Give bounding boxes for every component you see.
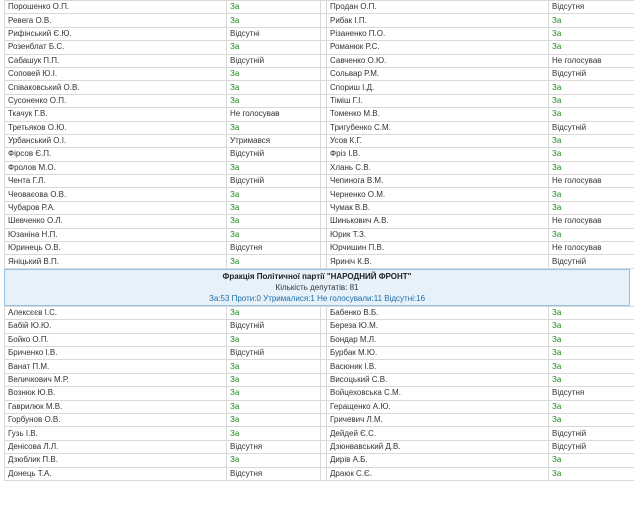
vote-result: Відсутня: [227, 242, 321, 255]
vote-result: За: [549, 373, 634, 386]
vote-result: За: [549, 400, 634, 413]
deputy-name: Юзаніна Н.П.: [5, 228, 227, 241]
deputy-name: Рибак І.П.: [327, 14, 549, 27]
vote-result: Відсутня: [227, 467, 321, 480]
vote-result: За: [549, 148, 634, 161]
vote-result: За: [227, 1, 321, 14]
deputy-name: Донець Т.А.: [5, 467, 227, 480]
vote-result: За: [227, 81, 321, 94]
vote-result: За: [549, 161, 634, 174]
vote-result: Відсутній: [549, 255, 634, 268]
table-row: [5, 121, 634, 134]
faction-stats: За:53 Проти:0 Утрималися:1 Не голосували:11 Відсутні:16: [208, 293, 426, 303]
table-row: [5, 346, 634, 359]
deputy-name: Береза Ю.М.: [327, 320, 549, 333]
vote-result: За: [227, 387, 321, 400]
vote-result: За: [549, 454, 634, 467]
vote-result: За: [549, 41, 634, 54]
deputy-name: Ванат П.М.: [5, 360, 227, 373]
vote-result: За: [549, 27, 634, 40]
vote-result: Не голосував: [549, 215, 634, 228]
vote-result: За: [227, 67, 321, 80]
deputy-name: Бабій Ю.Ю.: [5, 320, 227, 333]
vote-result: Не голосував: [227, 108, 321, 121]
deputy-name: Бойко О.П.: [5, 333, 227, 346]
vote-result: Відсутній: [549, 440, 634, 453]
deputy-name: Бондар М.Л.: [327, 333, 549, 346]
deputy-name: Різаненко П.О.: [327, 27, 549, 40]
vote-result: Відсутній: [227, 175, 321, 188]
vote-result: За: [227, 94, 321, 107]
deputy-name: Гаврилюк М.В.: [5, 400, 227, 413]
vote-result: За: [227, 161, 321, 174]
vote-result: За: [227, 201, 321, 214]
deputy-name: Юрчишин П.В.: [327, 242, 549, 255]
deputy-name: Ткачук Г.В.: [5, 108, 227, 121]
vote-result: За: [549, 94, 634, 107]
vote-result: За: [227, 373, 321, 386]
deputy-name: Величкович М.Р.: [5, 373, 227, 386]
vote-result: За: [549, 108, 634, 121]
vote-result: Відсутній: [227, 320, 321, 333]
deputy-name: Висоцький С.В.: [327, 373, 549, 386]
vote-result: За: [549, 14, 634, 27]
table-row: [5, 14, 634, 27]
deputy-name: Гричевич Л.М.: [327, 413, 549, 426]
deputy-name: Співаковський О.В.: [5, 81, 227, 94]
table-row: [5, 175, 634, 188]
table-row: [5, 242, 634, 255]
vote-result: За: [227, 228, 321, 241]
vote-result: За: [227, 427, 321, 440]
deputy-name: Яриніч К.В.: [327, 255, 549, 268]
vote-result: Не голосував: [549, 54, 634, 67]
table-row: [5, 440, 634, 453]
vote-table-bottom: [4, 306, 634, 481]
table-row: [5, 454, 634, 467]
deputy-name: Ревега О.В.: [5, 14, 227, 27]
deputy-name: Чепинога В.М.: [327, 175, 549, 188]
deputy-name: Шевченко О.Л.: [5, 215, 227, 228]
deputy-name: Томенко М.В.: [327, 108, 549, 121]
deputy-name: Соповей Ю.І.: [5, 67, 227, 80]
vote-result: За: [227, 400, 321, 413]
table-row: [5, 108, 634, 121]
deputy-name: Геращенко А.Ю.: [327, 400, 549, 413]
faction-header: [4, 269, 630, 306]
vote-result: Відсутній: [549, 67, 634, 80]
deputy-name: Фролов М.О.: [5, 161, 227, 174]
vote-result: Відсутній: [227, 346, 321, 359]
table-row: [5, 188, 634, 201]
deputy-name: Романюк Р.С.: [327, 41, 549, 54]
deputy-name: Яніцький В.П.: [5, 255, 227, 268]
vote-result: За: [227, 14, 321, 27]
vote-result: За: [549, 467, 634, 480]
table-row: [5, 387, 634, 400]
deputy-name: Сусоненко О.П.: [5, 94, 227, 107]
table-row: [5, 148, 634, 161]
vote-result: За: [549, 346, 634, 359]
deputy-name: Юринець О.В.: [5, 242, 227, 255]
deputy-name: Васюник І.В.: [327, 360, 549, 373]
table-row: [5, 306, 634, 319]
vote-result: За: [549, 81, 634, 94]
table-row: [5, 94, 634, 107]
deputy-name: Хлань С.В.: [327, 161, 549, 174]
deputy-name: Горбунов О.В.: [5, 413, 227, 426]
table-row: [5, 41, 634, 54]
table-row: [5, 27, 634, 40]
vote-result: За: [227, 360, 321, 373]
table-row: [5, 427, 634, 440]
deputy-name: Бриченко І.В.: [5, 346, 227, 359]
deputy-name: Сольвар Р.М.: [327, 67, 549, 80]
vote-result: За: [227, 255, 321, 268]
vote-result: За: [227, 413, 321, 426]
vote-result: За: [227, 333, 321, 346]
voting-results: [4, 0, 630, 481]
deputy-name: Чумак В.В.: [327, 201, 549, 214]
vote-result: За: [227, 215, 321, 228]
deputy-name: Драюк С.Є.: [327, 467, 549, 480]
table-row: [5, 81, 634, 94]
table-row: [5, 1, 634, 14]
deputy-name: Дзюнвавський Д.В.: [327, 440, 549, 453]
table-row: [5, 134, 634, 147]
deputy-name: Алексєєв І.С.: [5, 306, 227, 319]
vote-result: Не голосував: [549, 175, 634, 188]
vote-result: Відсутня: [227, 440, 321, 453]
table-row: [5, 467, 634, 480]
faction-title: Фракція Політичної партії "НАРОДНИЙ ФРОНТ": [222, 271, 412, 281]
deputy-name: Денісова Л.Л.: [5, 440, 227, 453]
deputy-name: Вознюк Ю.В.: [5, 387, 227, 400]
deputy-name: Спориш І.Д.: [327, 81, 549, 94]
vote-result: За: [549, 360, 634, 373]
deputy-name: Савченко О.Ю.: [327, 54, 549, 67]
table-row: [5, 373, 634, 386]
deputy-name: Сабашук П.П.: [5, 54, 227, 67]
faction-count: Кількість депутатів: 81: [275, 282, 359, 292]
deputy-name: Бабенко В.Б.: [327, 306, 549, 319]
deputy-name: Усов К.Г.: [327, 134, 549, 147]
vote-result: За: [549, 333, 634, 346]
table-row: [5, 161, 634, 174]
vote-result: За: [549, 134, 634, 147]
deputy-name: Войцеховська С.М.: [327, 387, 549, 400]
table-row: [5, 228, 634, 241]
deputy-name: Чента Г.Л.: [5, 175, 227, 188]
table-row: [5, 54, 634, 67]
deputy-name: Рифінський Є.Ю.: [5, 27, 227, 40]
deputy-name: Розенблат Б.С.: [5, 41, 227, 54]
deputy-name: Шинькович А.В.: [327, 215, 549, 228]
deputy-name: Тригубенко С.М.: [327, 121, 549, 134]
deputy-name: Юрик Т.З.: [327, 228, 549, 241]
table-row: [5, 360, 634, 373]
vote-result: За: [227, 188, 321, 201]
vote-result: Відсутня: [549, 1, 634, 14]
deputy-name: Продан О.П.: [327, 1, 549, 14]
vote-result: За: [549, 306, 634, 319]
deputy-name: Чубаров Р.А.: [5, 201, 227, 214]
deputy-name: Бурбак М.Ю.: [327, 346, 549, 359]
deputy-name: Тіміш Г.І.: [327, 94, 549, 107]
table-row: [5, 320, 634, 333]
table-row: [5, 413, 634, 426]
deputy-name: Чеоваєова О.В.: [5, 188, 227, 201]
vote-result: За: [549, 320, 634, 333]
table-row: [5, 67, 634, 80]
vote-result: За: [227, 454, 321, 467]
table-row: [5, 201, 634, 214]
vote-result: Не голосував: [549, 242, 634, 255]
vote-result: Відсутній: [549, 427, 634, 440]
vote-result: Утримався: [227, 134, 321, 147]
vote-result: Відсутній: [227, 54, 321, 67]
vote-result: За: [227, 41, 321, 54]
deputy-name: Дирів А.Б.: [327, 454, 549, 467]
deputy-name: Фріз І.В.: [327, 148, 549, 161]
vote-result: За: [549, 413, 634, 426]
vote-result: Відсутній: [549, 121, 634, 134]
vote-result: Відсутні: [227, 27, 321, 40]
deputy-name: Черненко О.М.: [327, 188, 549, 201]
deputy-name: Порошенко О.П.: [5, 1, 227, 14]
table-row: [5, 255, 634, 268]
vote-result: За: [227, 306, 321, 319]
deputy-name: Урбанський О.І.: [5, 134, 227, 147]
vote-result: Відсутня: [549, 387, 634, 400]
deputy-name: Гузь І.В.: [5, 427, 227, 440]
vote-result: Відсутній: [227, 148, 321, 161]
table-row: [5, 400, 634, 413]
vote-result: За: [549, 228, 634, 241]
deputy-name: Дейдей Є.С.: [327, 427, 549, 440]
deputy-name: Фірсов Є.П.: [5, 148, 227, 161]
vote-result: За: [549, 201, 634, 214]
vote-table-top: [4, 0, 634, 269]
deputy-name: Дзюблик П.В.: [5, 454, 227, 467]
vote-result: За: [549, 188, 634, 201]
vote-result: За: [227, 121, 321, 134]
table-row: [5, 215, 634, 228]
table-row: [5, 333, 634, 346]
deputy-name: Третьяков О.Ю.: [5, 121, 227, 134]
